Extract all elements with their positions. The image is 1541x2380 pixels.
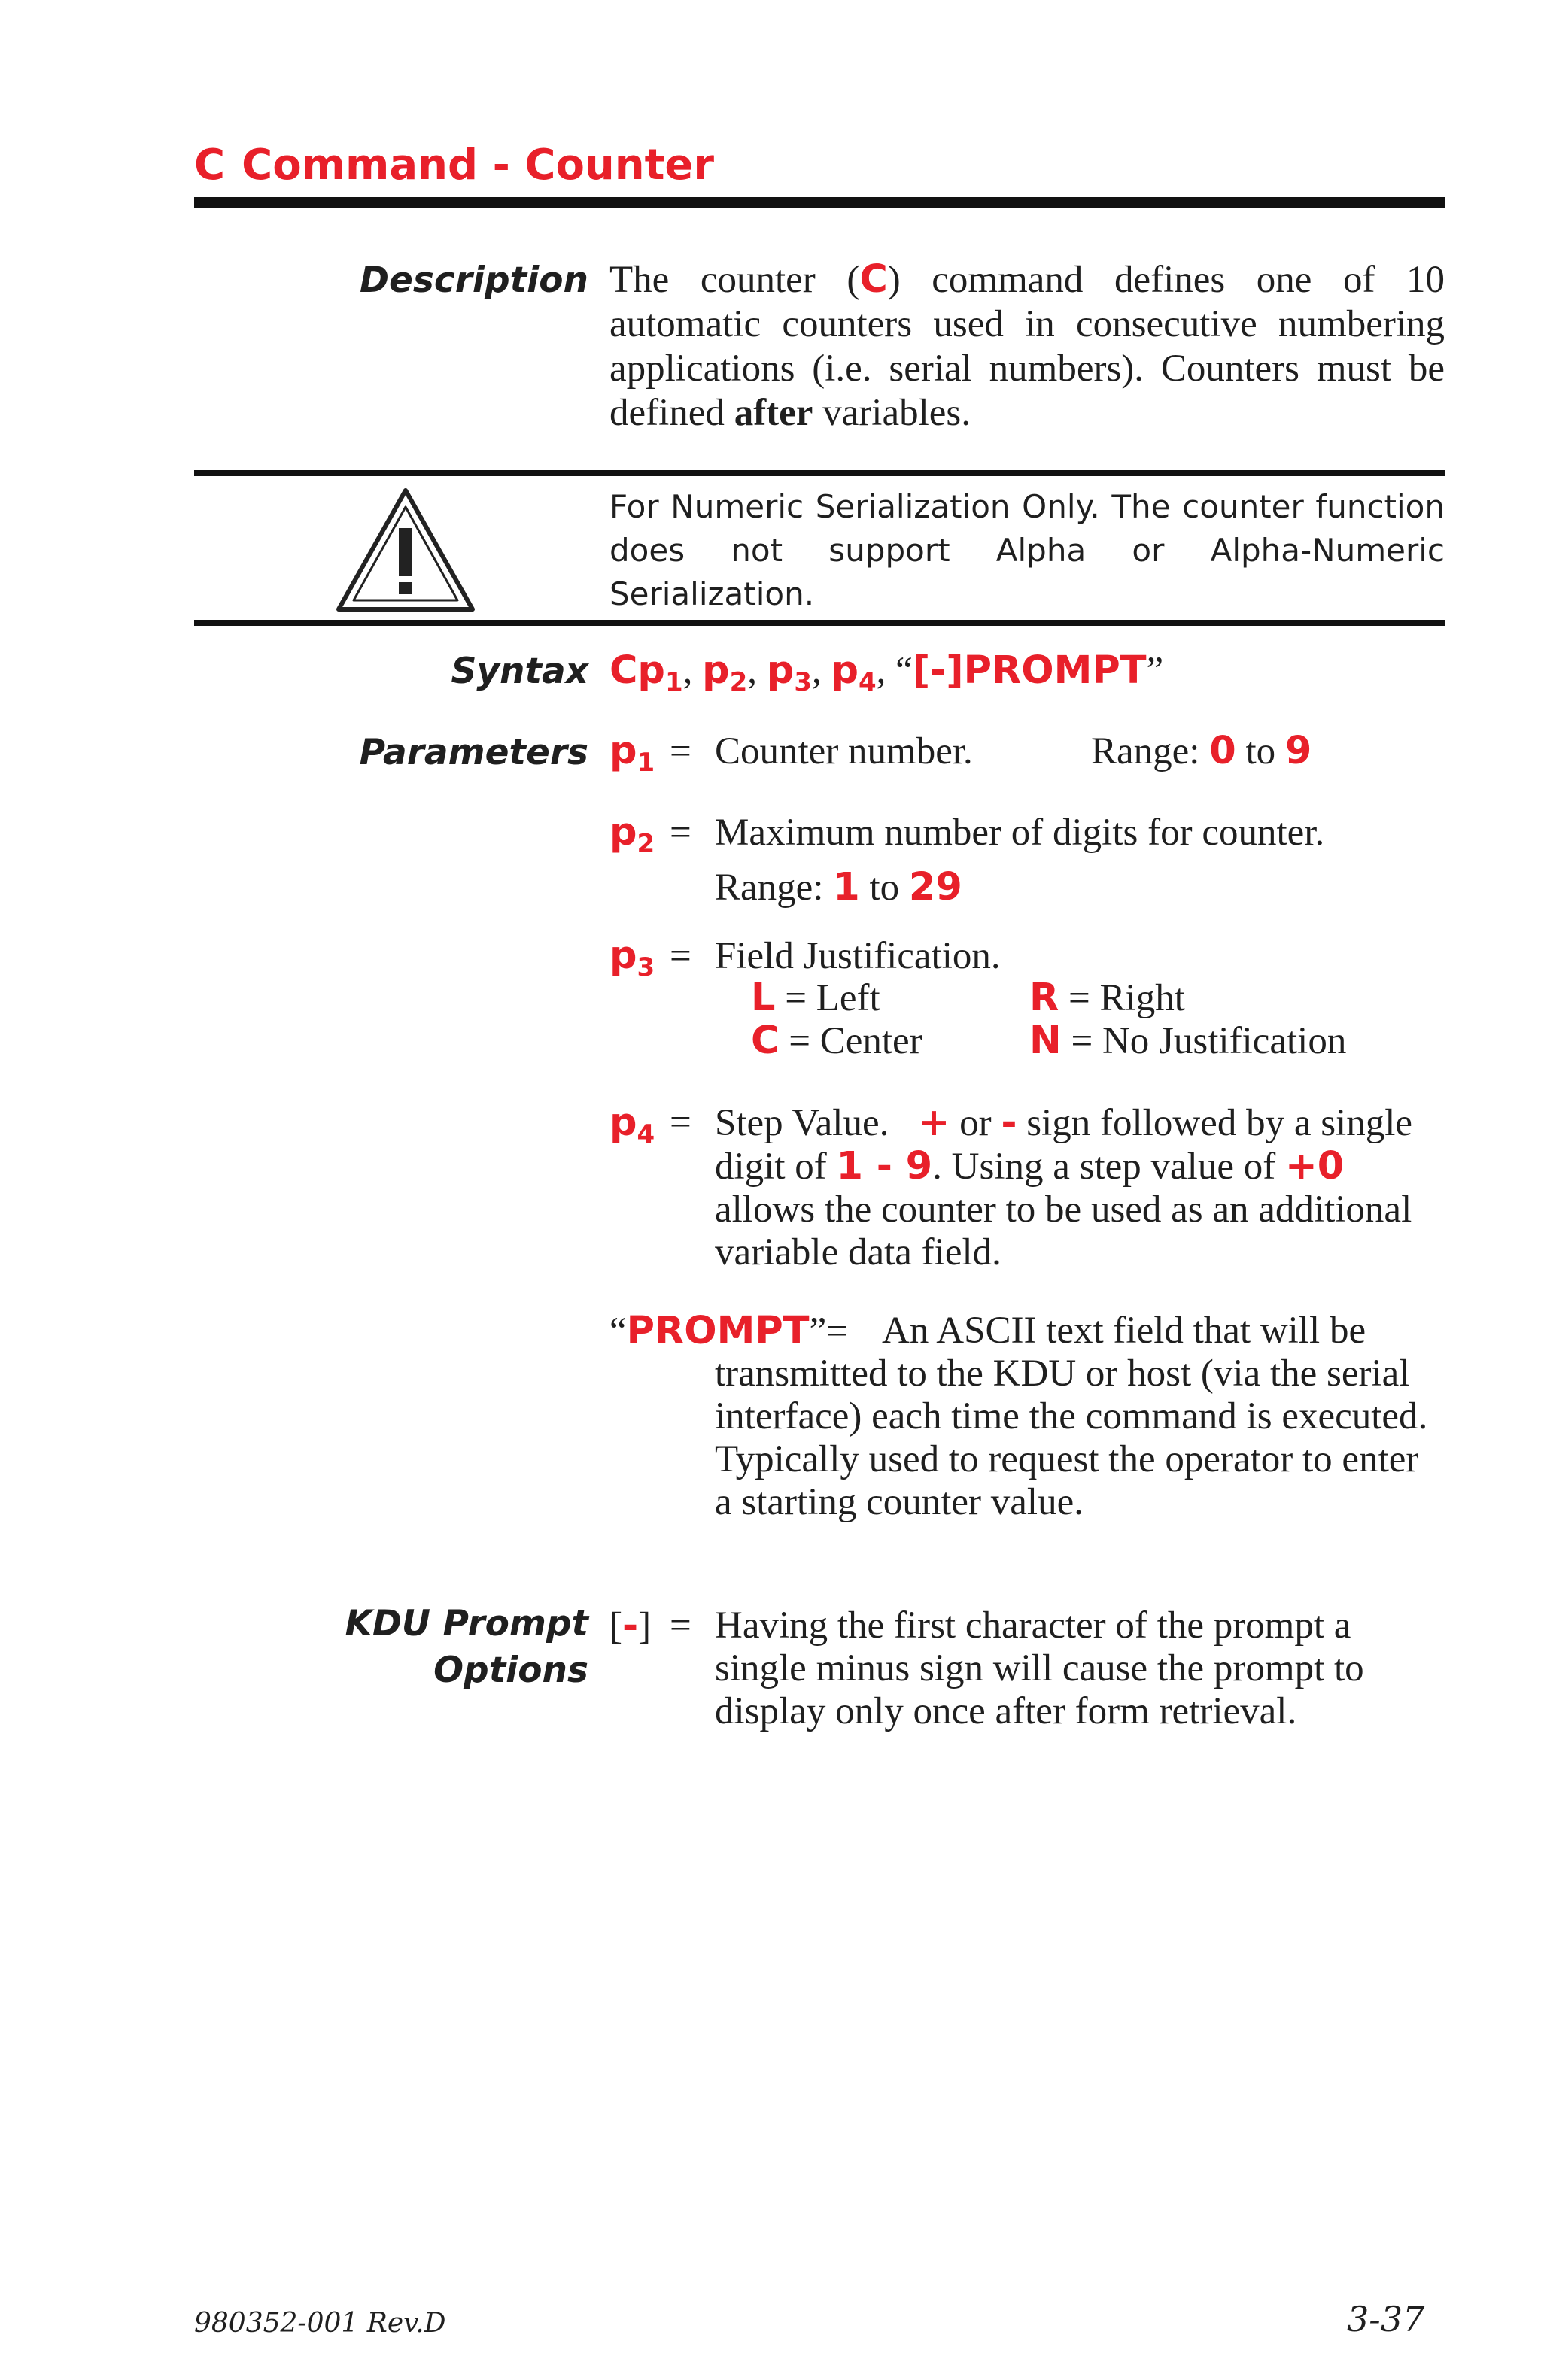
kdu-label: KDU Prompt Options [345,1603,588,1691]
param-p4: $p_4$ = Step Value. + or - sign followed by a single digit of 1 - 9. Using a step value of +0 allows the counter to be used as an additional variable data field. [609,1100,1413,1273]
note-bottom-rule [194,620,1445,626]
justification-row-2: C = Center N = No Justification [751,1018,1347,1063]
page-number: 3-37 [1347,2299,1425,2339]
inline-command: C [859,257,888,302]
emphasis-after: after [734,392,813,434]
justification-row-1: L = Left R = Right [751,976,1185,1020]
kdu-option: [-] = Having the first character of the prompt a single minus sign will cause the prompt to display only once after form retrieval. [609,1604,1364,1732]
header-rule [194,197,1445,208]
page-title [194,135,714,196]
description-text: The counter (C) command defines one of 10 automatic counters used in consecutive numbering applications (i.e. serial numbers). Counters must be defined after variables. [609,257,1445,434]
syntax-label: Syntax [451,651,588,692]
syntax-line: $Cp_1$, $p_2$, $p_3$, $p_4$, “[-]PROMPT” [609,648,1164,697]
title-text: Command - Counter [242,141,715,190]
param-p2: $p_2$ = Maximum number of digits for counter. Range: 1 to 29 [609,810,1325,909]
description-label: Description [360,260,588,301]
doc-number: 980352-001 Rev.D [194,2308,446,2339]
command-letter: C [194,141,226,190]
param-p1: $p_1$ = Counter number. Range: 0 to 9 [609,729,1312,778]
note-text: For Numeric Serialization Only. The counter function does not support Alpha or Alpha-Numeric Serialization. [609,488,1445,612]
param-p3: $p_3$ = Field Justification. [609,933,1001,982]
warning-triangle-icon [334,486,477,614]
note-top-rule [194,470,1445,476]
param-prompt: “PROMPT”= An ASCII text field that will be transmitted to the KDU or host (via the serial interface) each time the command is executed. Typically used to request the operator to enter a starting counter value. [609,1310,1452,1353]
prompt-desc: An ASCII text field that will be transmitted to the KDU or host (via the serial interface) each time the command is executed. Typically used to request the operator to enter a starting counter value. [715,1310,1428,1523]
parameters-label: Parameters [359,732,588,773]
